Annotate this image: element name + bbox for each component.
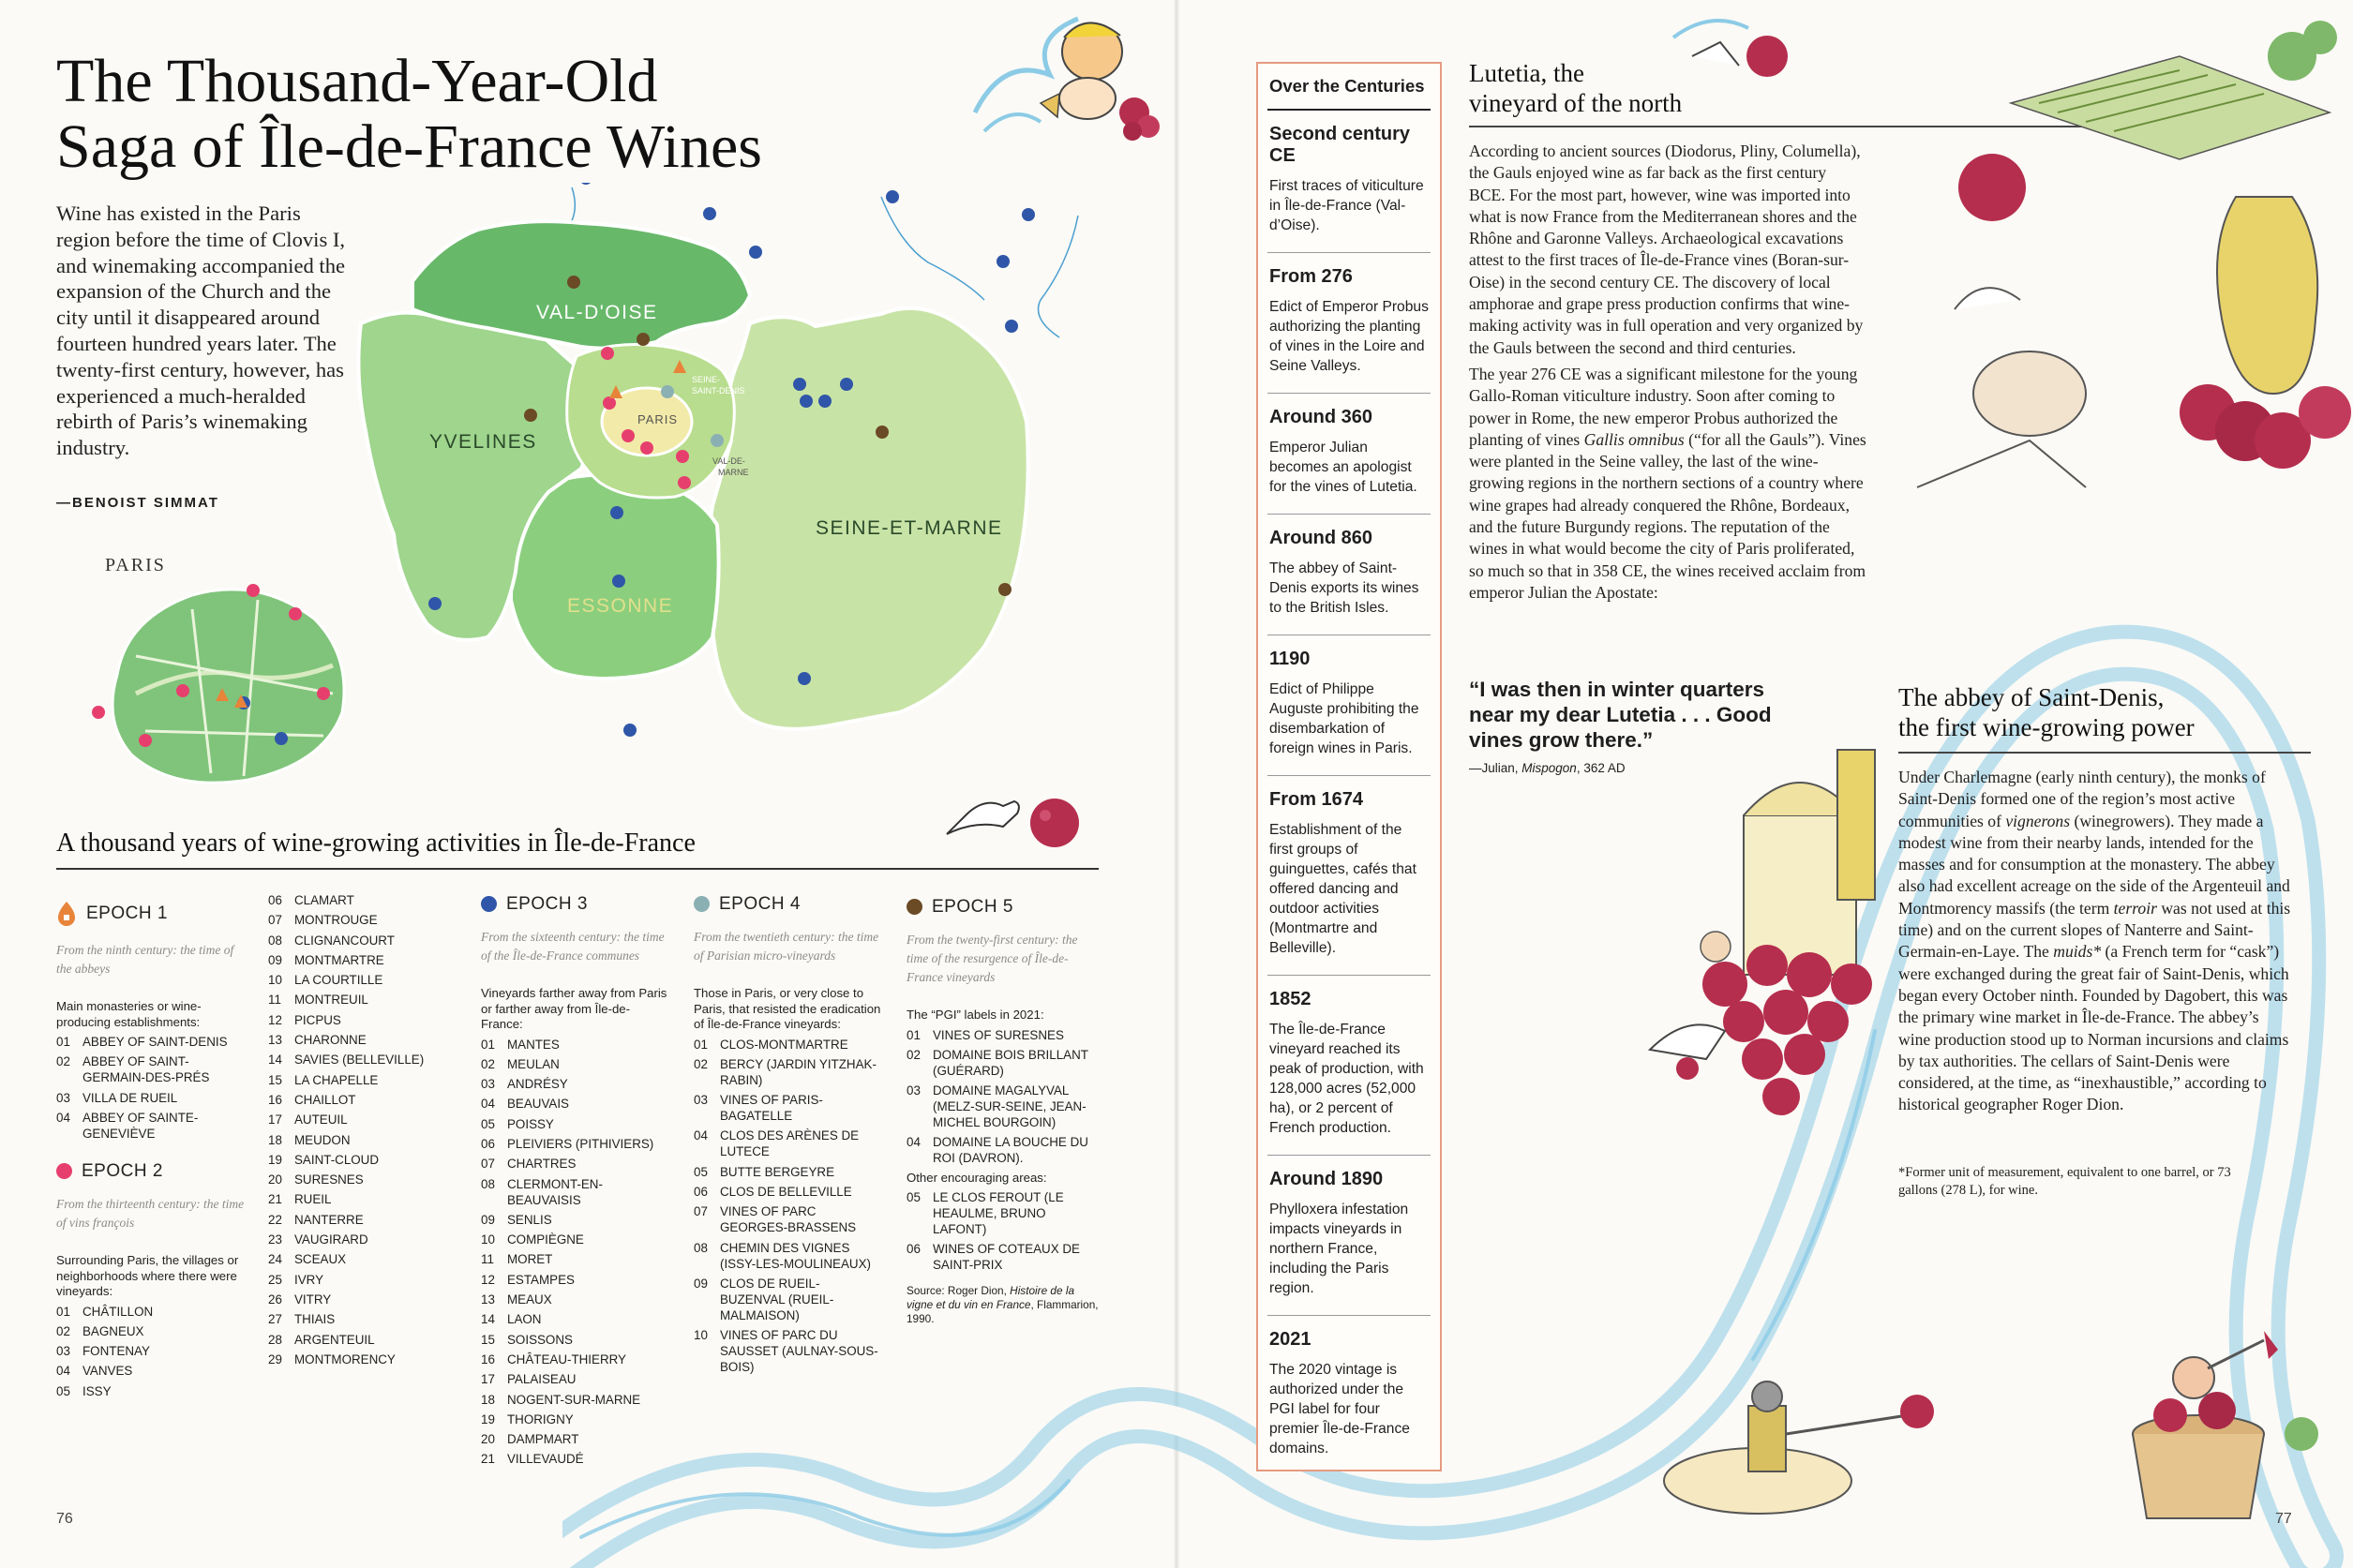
list-item-text: CLIGNANCOURT <box>294 933 395 948</box>
list-item-text: SCEAUX <box>294 1252 347 1267</box>
list-item-number: 07 <box>481 1157 495 1172</box>
list-item-text: VILLA DE RUEIL <box>82 1090 178 1105</box>
lutetia-paragraph-2: The year 276 CE was a significant milestone for the young Gallo-Roman viticulture industry. Soon after coming to power in Rome, the new emperor Probus authorized the planting of vines Gallis omnibus (“for all the Gauls”). Vines were planted in the Seine valley, the last of the wine-growing regions in the northern sections of a country where wine grapes had already conquered the Rhône, Bordeaux, and the future Burgundy regions. The reputation of the wines in what would become the city of Paris proliferated, so much so that in 358 CE, the wines received acclaim from emperor Julian the Apostate: <box>1469 364 1866 602</box>
epoch-1-title: EPOCH 1 <box>56 900 248 926</box>
list-item-text: VINES OF PARC DU SAUSSET (AULNAY-SOUS-BOIS) <box>720 1328 878 1375</box>
list-item-text: LE CLOS FEROUT (LE HEAULME, BRUNO LAFONT) <box>933 1190 1064 1237</box>
epoch-3-dot-icon <box>481 896 497 912</box>
list-item-text: THIAIS <box>294 1312 336 1327</box>
timeline-entry <box>1267 393 1431 514</box>
list-item-number: 12 <box>481 1272 495 1287</box>
timeline-entry <box>1267 1315 1431 1475</box>
timeline-text: First traces of viticulture in Île-de-France (Val-d’Oise). <box>1269 178 1424 233</box>
list-item-text: VANVES <box>82 1364 133 1379</box>
epoch-2-block <box>56 1162 248 1403</box>
list-item-number: 08 <box>268 933 282 948</box>
list-item <box>268 892 451 908</box>
list-item-number: 28 <box>268 1332 282 1347</box>
epoch-2-subtitle: From the thirteenth century: the time of vins françois <box>56 1197 245 1230</box>
timeline-heading: Over the Centuries <box>1269 76 1425 96</box>
list-item-text: ABBEY OF SAINT-GERMAIN-DES-PRÉS <box>82 1054 210 1085</box>
timeline-year: Second century CE <box>1269 124 1411 166</box>
list-item-number: 08 <box>481 1176 495 1191</box>
list-item-number: 02 <box>56 1323 70 1338</box>
bird-illustration-right <box>1631 993 1744 1087</box>
list-item-text: CLAMART <box>294 893 354 907</box>
list-item-text: BEAUVAIS <box>507 1097 569 1112</box>
list-item-text: VINES OF SURESNES <box>933 1027 1064 1042</box>
list-item-text: SAVIES (BELLEVILLE) <box>294 1053 425 1068</box>
epoch-1-list <box>56 1034 248 1142</box>
label-paris: PARIS <box>637 412 679 426</box>
list-item <box>268 933 451 948</box>
list-item-text: CHÂTILLON <box>82 1304 154 1319</box>
list-item <box>56 1383 248 1399</box>
list-item-number: 11 <box>481 1252 494 1267</box>
abbey-paragraph: Under Charlemagne (early ninth century), the monks of Saint-Denis formed one of the region’s most active communities of vignerons (winegrowers). They made a modest wine from their nearby lands, intended for the masses and for consumption at the monastery. The abbey also had excellent acreage on the side of the Argenteuil and Montmorency massifs (the term terroir was not used at this time) and on the current slopes of Nanterre and Saint-Germain-en-Laye. The muids* (a French term for “cask”) were exchanged during the great fair of Saint-Denis, which began every October ninth. Founded by Dagobert, this was the primary wine market in Île-de-France. The abbey’s wine production stood up to Norman incursions and claims by tax authorities. The cellars of Saint-Denis were considered, at the time, as “inexhaustible,” according to historical geographer Roger Dion. <box>1898 768 2291 1114</box>
list-item-number: 17 <box>481 1372 495 1387</box>
timeline-box <box>1256 62 1442 1471</box>
label-seine-saint-denis-2: SAINT-DENIS <box>692 386 745 396</box>
list-item-text: MONTREUIL <box>294 993 368 1008</box>
timeline-entry <box>1267 975 1431 1155</box>
timeline-year: Around 1890 <box>1269 1169 1384 1189</box>
epoch-3-intro: Vineyards farther away from Paris or farther away from Île-de-France: <box>481 986 667 1031</box>
list-item-number: 17 <box>268 1113 282 1127</box>
list-item-number: 06 <box>268 893 282 907</box>
list-item-text: MANTES <box>507 1037 560 1052</box>
list-item <box>268 1172 451 1187</box>
epoch-2-title: EPOCH 2 <box>56 1162 248 1180</box>
list-item-number: 01 <box>56 1304 70 1319</box>
list-item-number: 01 <box>56 1035 70 1049</box>
list-item-text: CLOS DE BELLEVILLE <box>720 1184 852 1199</box>
list-item-number: 05 <box>56 1383 70 1398</box>
list-item-text: COMPIÈGNE <box>507 1232 584 1247</box>
list-item-text: SENLIS <box>507 1212 552 1227</box>
label-essonne: ESSONNE <box>567 595 674 617</box>
list-item-number: 29 <box>268 1351 282 1366</box>
epoch-4-subtitle: From the twentieth century: the time of Parisian micro-vineyards <box>694 930 879 963</box>
epoch-3-subtitle: From the sixteenth century: the time of the Île-de-France communes <box>481 930 665 963</box>
list-item-text: PICPUS <box>294 1012 341 1027</box>
epoch-3-title: EPOCH 3 <box>481 895 668 913</box>
abbey-heading: The abbey of Saint-Denis, the first wine-growing power <box>1898 683 2195 741</box>
list-item-number: 02 <box>56 1054 70 1069</box>
timeline-year: Around 860 <box>1269 528 1373 548</box>
knight-illustration <box>1626 1350 1945 1556</box>
list-item <box>268 1012 451 1028</box>
list-item-text: NOGENT-SUR-MARNE <box>507 1392 641 1407</box>
title-line-2: Saga of Île-de-France Wines <box>56 112 762 181</box>
list-item-text: VITRY <box>294 1292 332 1307</box>
list-item-number: 03 <box>907 1083 921 1098</box>
list-item-number: 06 <box>694 1184 708 1199</box>
list-item-text: SOISSONS <box>507 1332 573 1347</box>
list-item-number: 11 <box>268 993 281 1008</box>
epoch-1-subtitle: From the ninth century: the time of the abbeys <box>56 943 234 976</box>
label-val-de-marne-1: VAL-DE- <box>712 456 745 466</box>
list-item-number: 04 <box>694 1128 708 1143</box>
list-item-text: PLEIVIERS (PITHIVIERS) <box>507 1136 654 1151</box>
list-item-number: 02 <box>694 1056 708 1071</box>
list-item-text: SURESNES <box>294 1172 364 1187</box>
list-item-number: 15 <box>268 1072 282 1087</box>
list-item-number: 18 <box>481 1392 495 1407</box>
abbey-rule <box>1898 752 2311 754</box>
list-item <box>268 1272 451 1288</box>
list-item-number: 07 <box>694 1204 708 1219</box>
list-item-text: DOMAINE LA BOUCHE DU ROI (DAVRON). <box>933 1135 1088 1166</box>
list-item <box>268 1212 451 1228</box>
wine-party-illustration <box>1898 0 2353 506</box>
list-item-number: 12 <box>268 1012 282 1027</box>
section-heading: A thousand years of wine-growing activities in Île-de-France <box>56 829 696 858</box>
list-item-text: DOMAINE MAGALYVAL (MELZ-SUR-SEINE, JEAN-MICHEL BOURGOIN) <box>933 1083 1087 1130</box>
barrel-grape-stomper-illustration <box>2076 1312 2353 1537</box>
list-item-text: MEAUX <box>507 1292 552 1307</box>
list-item-number: 04 <box>907 1135 921 1150</box>
list-item <box>268 1311 451 1327</box>
list-item-text: VINES OF PARC GEORGES-BRASSENS <box>720 1204 857 1235</box>
list-item <box>268 1232 451 1247</box>
epoch-5-source: Source: Roger Dion, Histoire de la vigne et du vin en France, Flammarion, 1990. <box>907 1284 1099 1326</box>
list-item <box>268 912 451 928</box>
timeline-entry <box>1267 775 1431 975</box>
epoch-2-intro: Surrounding Paris, the villages or neighborhoods where there were vineyards: <box>56 1253 239 1298</box>
list-item-text: POISSY <box>507 1116 554 1131</box>
list-item-number: 09 <box>481 1212 495 1227</box>
timeline-year: 1190 <box>1269 649 1311 669</box>
list-item <box>56 1053 248 1085</box>
list-item-text: MORET <box>507 1252 553 1267</box>
list-item-text: CLOS DES ARÈNES DE LUTECE <box>720 1128 860 1159</box>
label-seine-saint-denis-1: SEINE- <box>692 375 721 384</box>
label-val-de-marne-2: MARNE <box>718 468 749 477</box>
list-item-text: SAINT-CLOUD <box>294 1152 380 1167</box>
timeline-text: Establishment of the first groups of guinguettes, cafés that offered dancing and outdoor activities (Montmartre and Belleville). <box>1269 822 1416 956</box>
list-item-number: 02 <box>907 1047 921 1062</box>
epoch-1-block <box>56 900 248 1145</box>
list-item-number: 09 <box>694 1276 708 1291</box>
list-item <box>56 1343 248 1359</box>
timeline-year: From 1674 <box>1269 789 1364 810</box>
page-title <box>56 49 900 180</box>
list-item-number: 18 <box>268 1132 282 1147</box>
epoch-2-dot-icon <box>56 1163 72 1179</box>
timeline-entry <box>1267 252 1431 393</box>
list-item-text: NANTERRE <box>294 1212 364 1227</box>
list-item <box>56 1363 248 1379</box>
list-item-number: 05 <box>694 1164 708 1179</box>
right-page <box>1176 0 2353 1568</box>
list-item-text: CLERMONT-EN-BEAUVAISIS <box>507 1176 603 1207</box>
list-item <box>268 1052 451 1068</box>
timeline-text: Phylloxera infestation impacts vineyards in northern France, including the Paris region. <box>1269 1202 1409 1296</box>
list-item-text: IVRY <box>294 1272 324 1287</box>
list-item-text: THORIGNY <box>507 1411 574 1426</box>
list-item-number: 21 <box>481 1452 495 1467</box>
list-item <box>268 1251 451 1267</box>
list-item-number: 02 <box>481 1056 495 1071</box>
list-item-text: FONTENAY <box>82 1344 150 1359</box>
timeline-year: Around 360 <box>1269 407 1373 427</box>
list-item-number: 20 <box>481 1432 495 1447</box>
list-item-text: BAGNEUX <box>82 1323 144 1338</box>
julian-quote: “I was then in winter quarters near my dear Lutetia . . . Good vines grow there.” <box>1469 678 1772 752</box>
list-item-number: 23 <box>268 1232 282 1247</box>
paris-inset-label: PARIS <box>105 555 166 575</box>
timeline-text: Edict of Emperor Probus authorizing the planting of vines in the Loire and Seine Valleys. <box>1269 299 1429 374</box>
epoch-5-title: EPOCH 5 <box>907 898 1099 916</box>
timeline-entry <box>1267 1155 1431 1315</box>
list-item <box>56 1090 248 1106</box>
list-item-number: 05 <box>907 1190 921 1205</box>
list-item-number: 05 <box>481 1116 495 1131</box>
list-item-text: MEULAN <box>507 1056 560 1071</box>
list-item-text: MEUDON <box>294 1132 351 1147</box>
author-credit: —BENOIST SIMMAT <box>56 495 219 511</box>
list-item-number: 26 <box>268 1292 282 1307</box>
list-item-number: 04 <box>56 1110 70 1125</box>
list-item <box>56 1110 248 1142</box>
timeline-year: 2021 <box>1269 1329 1311 1350</box>
timeline-entries <box>1258 109 1440 1475</box>
list-item-text: PALAISEAU <box>507 1372 577 1387</box>
list-item-text: DOMAINE BOIS BRILLANT (GUÉRARD) <box>933 1047 1088 1078</box>
list-item-text: CLOS DE RUEIL-BUZENVAL (RUEIL-MALMAISON) <box>720 1276 834 1322</box>
paris-inset-map <box>80 562 361 797</box>
epoch-4-title: EPOCH 4 <box>694 895 881 913</box>
list-item-number: 20 <box>268 1172 282 1187</box>
list-item-number: 03 <box>56 1344 70 1359</box>
list-item-number: 07 <box>268 913 282 928</box>
list-item-text: MONTROUGE <box>294 913 378 928</box>
list-item-number: 10 <box>268 973 282 988</box>
angel-top-illustration <box>1655 0 1805 103</box>
epoch-1-marker-icon <box>56 900 77 926</box>
list-item-number: 16 <box>481 1351 495 1366</box>
list-item-text: CHARONNE <box>294 1033 367 1048</box>
epoch-5-intro: The “PGI” labels in 2021: <box>907 1008 1044 1022</box>
timeline-entry <box>1267 635 1431 775</box>
timeline-year: 1852 <box>1269 989 1311 1009</box>
list-item-text: RUEIL <box>294 1192 332 1207</box>
epoch-5-intro-2: Other encouraging areas: <box>907 1170 1047 1185</box>
list-item-text: AUTEUIL <box>294 1113 348 1127</box>
list-item-number: 14 <box>481 1312 495 1327</box>
label-yvelines: YVELINES <box>429 431 537 453</box>
list-item <box>56 1323 248 1339</box>
list-item-number: 01 <box>694 1037 708 1052</box>
list-item <box>56 1034 248 1050</box>
julian-quote-source: —Julian, Mispogon, 362 AD <box>1469 761 1626 775</box>
list-item-number: 24 <box>268 1252 282 1267</box>
list-item <box>268 1152 451 1168</box>
list-item-text: ISSY <box>82 1383 112 1398</box>
list-item <box>268 1072 451 1088</box>
cherub-illustration <box>947 0 1200 187</box>
label-val-doise: VAL-D'OISE <box>536 302 658 323</box>
list-item-text: CHÂTEAU-THIERRY <box>507 1351 626 1366</box>
list-item <box>268 1132 451 1148</box>
list-item-number: 25 <box>268 1272 282 1287</box>
list-item-number: 15 <box>481 1332 495 1347</box>
timeline-entry <box>1267 109 1431 252</box>
list-item <box>268 972 451 988</box>
list-item-text: MONTMARTRE <box>294 952 384 967</box>
timeline-year: From 276 <box>1269 266 1353 287</box>
list-item-number: 19 <box>481 1411 495 1426</box>
timeline-text: The 2020 vintage is authorized under the PGI label for four premier Île-de-France domains. <box>1269 1362 1410 1456</box>
list-item-number: 10 <box>694 1328 708 1343</box>
list-item <box>268 1191 451 1207</box>
list-item-number: 06 <box>481 1136 495 1151</box>
list-item-text: BERCY (JARDIN YITZHAK-RABIN) <box>720 1056 877 1087</box>
list-item <box>268 1092 451 1108</box>
epoch-1-intro: Main monasteries or wine-producing establishments: <box>56 999 202 1029</box>
lutetia-paragraph-1: According to ancient sources (Diodorus, Pliny, Columella), the Gauls enjoyed wine as far back as the first century BCE. For the most part, however, wine was imported into what is now France from the Mediterranean shores and the Rhône and Garonne Valleys. Archaeological excavations attest to the first traces of Île-de-France vines (Boran-sur-Oise) in the second century CE. The discovery of local amphorae and grape press production confirms that wine-making activity was in full operation and very organized by the Gauls between the second and third centuries. <box>1469 142 1864 357</box>
list-item-number: 13 <box>268 1033 282 1048</box>
list-item-text: ANDRÉSY <box>507 1077 568 1092</box>
list-item-number: 10 <box>481 1232 495 1247</box>
list-item-text: CHARTRES <box>507 1157 577 1172</box>
list-item-number: 22 <box>268 1212 282 1227</box>
list-item <box>56 1304 248 1320</box>
list-item-text: LA COURTILLE <box>294 973 383 988</box>
epoch-5-subtitle: From the twenty-first century: the time of the resurgence of Île-de-France vineyards <box>907 933 1078 984</box>
timeline-text: Emperor Julian becomes an apologist for the vines of Lutetia. <box>1269 440 1417 495</box>
label-seine-et-marne: SEINE-ET-MARNE <box>816 517 1003 539</box>
abbey-body <box>1898 767 2292 1121</box>
list-item-text: CLOS-MONTMARTRE <box>720 1037 848 1052</box>
page-number-right: 77 <box>2275 1511 2292 1527</box>
list-item-text: ABBEY OF SAINT-DENIS <box>82 1035 228 1049</box>
list-item-text: CHAILLOT <box>294 1092 356 1107</box>
list-item-number: 04 <box>481 1097 495 1112</box>
list-item-number: 03 <box>481 1077 495 1092</box>
list-item-number: 27 <box>268 1312 282 1327</box>
list-item-text: MONTMORENCY <box>294 1351 396 1366</box>
epoch-2-list-continued <box>268 892 451 1371</box>
list-item-text: BUTTE BERGEYRE <box>720 1164 835 1179</box>
list-item-text: DAMPMART <box>507 1432 579 1447</box>
list-item-number: 01 <box>481 1037 495 1052</box>
list-item-text: CHEMIN DES VIGNES (ISSY-LES-MOULINEAUX) <box>720 1240 871 1271</box>
abbey-footnote: *Former unit of measurement, equivalent to one barrel, or 73 gallons (278 L), for wine. <box>1898 1165 2231 1198</box>
list-item-number: 03 <box>694 1093 708 1108</box>
list-item-text: VINES OF PARIS-BAGATELLE <box>720 1093 823 1124</box>
lede-paragraph: Wine has existed in the Paris region before the time of Clovis I, and winemaking accompanied the expansion of the Church and the city until it disappeared around fourteen hundred years later. The twenty-first century, however, has experienced a much-heralded rebirth of Paris’s winemaking industry. <box>56 202 346 460</box>
timeline-text: The abbey of Saint-Denis exports its wines to the British Isles. <box>1269 560 1419 616</box>
list-item-number: 06 <box>907 1242 921 1257</box>
list-item-text: LA CHAPELLE <box>294 1072 379 1087</box>
page-number-left: 76 <box>56 1511 73 1527</box>
epoch-2-list-part-1 <box>56 1304 248 1399</box>
list-item <box>268 1112 451 1127</box>
list-item-text: ESTAMPES <box>507 1272 575 1287</box>
list-item-number: 08 <box>694 1240 708 1255</box>
list-item-number: 04 <box>56 1364 70 1379</box>
list-item <box>268 1032 451 1048</box>
list-item-text: ARGENTEUIL <box>294 1332 375 1347</box>
list-item-number: 09 <box>268 952 282 967</box>
epoch-2-list-part-2 <box>268 892 451 1367</box>
list-item-number: 21 <box>268 1192 282 1207</box>
lutetia-body <box>1469 141 1866 608</box>
list-item <box>268 952 451 968</box>
list-item-number: 16 <box>268 1092 282 1107</box>
timeline-entry <box>1267 514 1431 635</box>
timeline-text: Edict of Philippe Auguste prohibiting the disembarkation of foreign wines in Paris. <box>1269 681 1419 756</box>
list-item-number: 19 <box>268 1152 282 1167</box>
lutetia-heading: Lutetia, the vineyard of the north <box>1469 59 1683 117</box>
list-item-number: 01 <box>907 1027 921 1042</box>
list-item <box>268 1292 451 1307</box>
list-item-text: WINES OF COTEAUX DE SAINT-PRIX <box>933 1242 1080 1273</box>
list-item-number: 14 <box>268 1053 282 1068</box>
list-item-text: ABBEY OF SAINTE-GENEVIÈVE <box>82 1110 199 1141</box>
list-item-number: 03 <box>56 1090 70 1105</box>
list-item-text: VILLEVAUDÉ <box>507 1452 584 1467</box>
list-item <box>268 1332 451 1348</box>
list-item-text: LAON <box>507 1312 542 1327</box>
list-item-text: VAUGIRARD <box>294 1232 368 1247</box>
list-item <box>268 992 451 1008</box>
epoch-4-intro: Those in Paris, or very close to Paris, that resisted the eradication of Île-de-France vineyards: <box>694 986 881 1031</box>
title-line-1: The Thousand-Year-Old <box>56 47 658 115</box>
timeline-text: The Île-de-France vineyard reached its peak of production, with 128,000 acres (52,000 ha), or 2 percent of French production. <box>1269 1022 1424 1136</box>
list-item-number: 13 <box>481 1292 495 1307</box>
list-item <box>268 1351 451 1367</box>
